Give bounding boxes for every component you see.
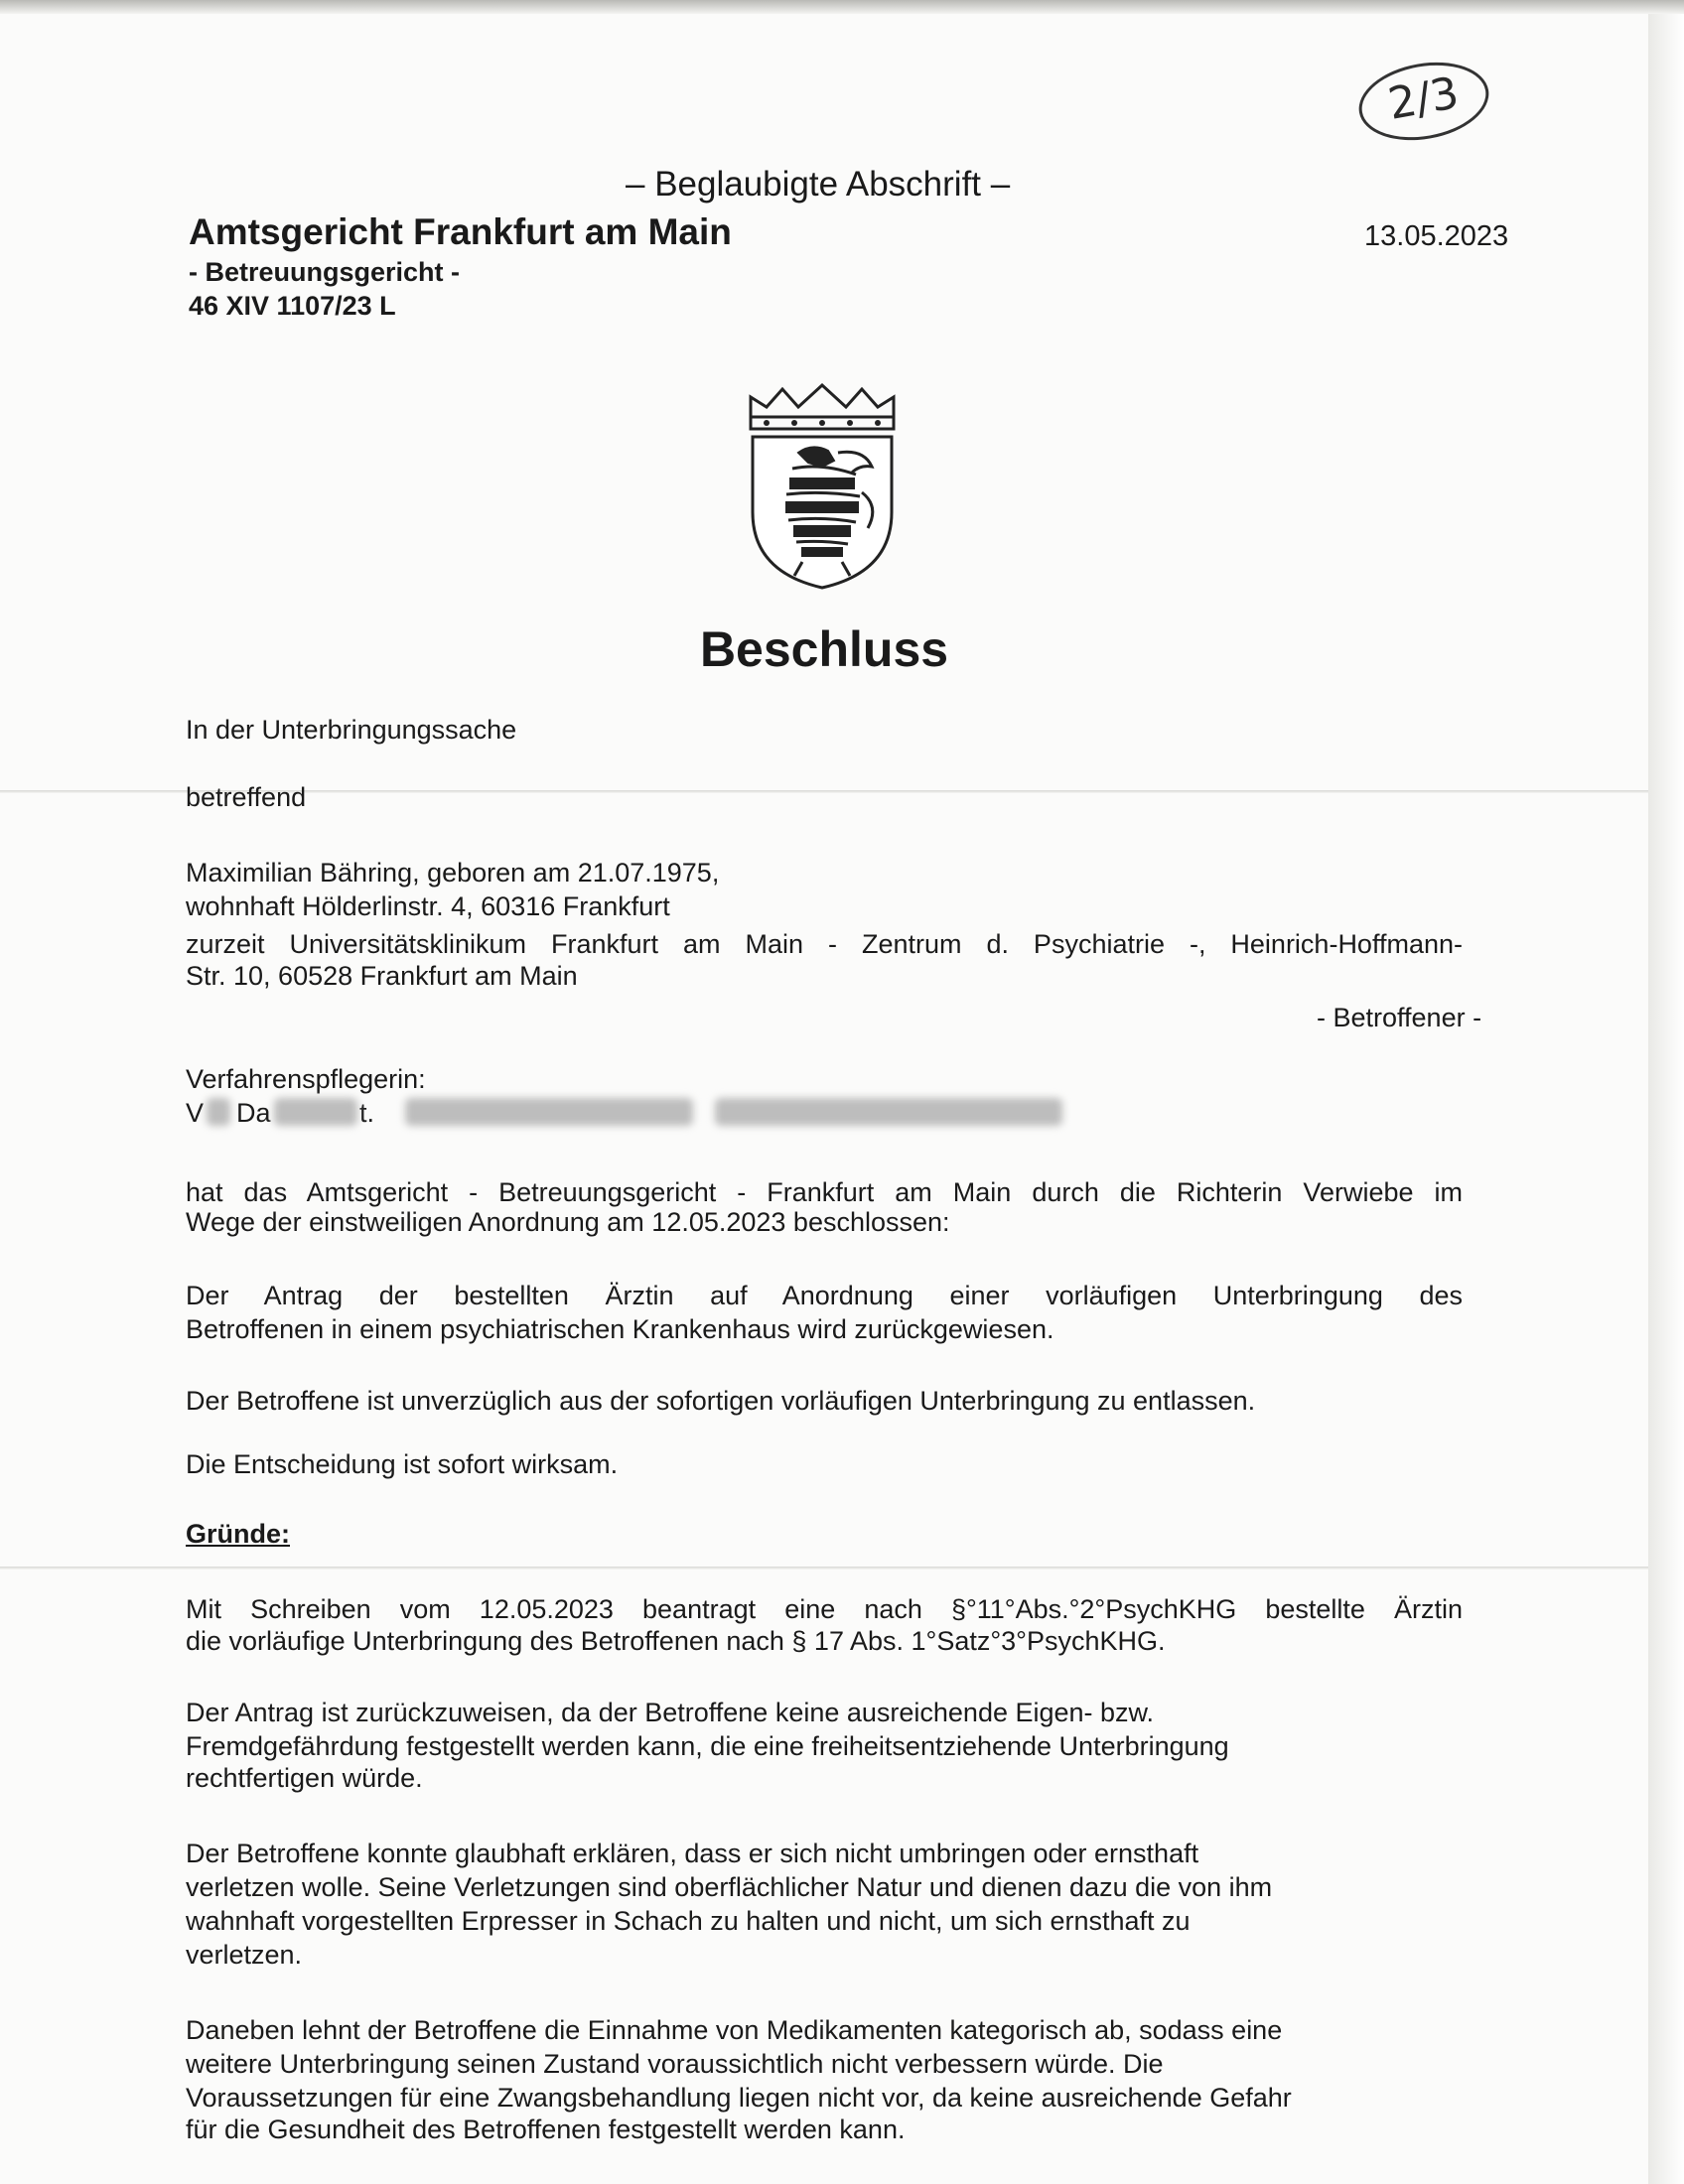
reasons-paragraph-line: die vorläufige Unterbringung des Betroffenen nach § 17 Abs. 1°Satz°3°PsychKHG. <box>186 1626 1166 1656</box>
certified-copy-label: – Beglaubigte Abschrift – <box>626 165 1011 204</box>
redaction-blur <box>274 1098 357 1126</box>
guardian-fragment: t. <box>359 1098 375 1128</box>
hesse-coat-of-arms-icon <box>743 383 902 592</box>
reasons-paragraph-line: Der Antrag ist zurückzuweisen, da der Betroffene keine ausreichende Eigen- bzw. <box>186 1698 1155 1727</box>
page-number-stamp: 2/3 <box>1352 53 1494 150</box>
ruling-paragraph-line: Der Antrag der bestellten Ärztin auf Anordnung einer vorläufigen Unterbringung des <box>186 1281 1463 1310</box>
guardian-fragment: Da <box>236 1098 271 1128</box>
reasons-paragraph-line: weitere Unterbringung seinen Zustand voraussichtlich nicht verbessern würde. Die <box>186 2049 1164 2079</box>
reasons-paragraph-line: Fremdgefährdung festgestellt werden kann, die eine freiheitsentziehende Unterbringung <box>186 1731 1229 1761</box>
reasons-paragraph-line: rechtfertigen würde. <box>186 1763 423 1793</box>
reasons-paragraph-line: Voraussetzungen für eine Zwangsbehandlung liegen nicht vor, da keine ausreichende Gefahr <box>186 2083 1292 2113</box>
reasons-paragraph-line: für die Gesundheit des Betroffenen festgestellt werden kann. <box>186 2115 906 2144</box>
document-date: 13.05.2023 <box>1364 220 1509 252</box>
reasons-paragraph-line: Der Betroffene konnte glaubhaft erklären, dass er sich nicht umbringen oder ernsthaft <box>186 1839 1199 1868</box>
concerning-line: betreffend <box>186 782 307 812</box>
scan-edge-right <box>1648 0 1684 2184</box>
decision-intro-line: Wege der einstweiligen Anordnung am 12.05.2023 beschlossen: <box>186 1207 950 1237</box>
reasons-paragraph-line: Daneben lehnt der Betroffene die Einnahme von Medikamenten kategorisch ab, sodass eine <box>186 2015 1283 2045</box>
redaction-blur <box>207 1098 230 1126</box>
ruling-paragraph-line: Betroffenen in einem psychiatrischen Krankenhaus wird zurückgewiesen. <box>186 1314 1054 1344</box>
scan-edge-top <box>0 0 1684 14</box>
document-title: Beschluss <box>699 621 949 677</box>
reasons-paragraph-line: wahnhaft vorgestellten Erpresser in Schach zu halten und nicht, um sich ernsthaft zu <box>186 1906 1191 1936</box>
ruling-paragraph: Der Betroffene ist unverzüglich aus der sofortigen vorläufigen Unterbringung zu entlassen. <box>186 1386 1256 1416</box>
guardian-fragment: V <box>186 1098 205 1128</box>
reasons-paragraph-line: Mit Schreiben vom 12.05.2023 beantragt eine nach §°11°Abs.°2°PsychKHG bestellte Ärztin <box>186 1594 1463 1624</box>
person-location-line: Str. 10, 60528 Frankfurt am Main <box>186 961 578 991</box>
court-name: Amtsgericht Frankfurt am Main <box>189 211 732 252</box>
guardian-label: Verfahrenspflegerin: <box>186 1064 426 1094</box>
reasons-heading: Gründe: <box>186 1519 290 1549</box>
court-department: - Betreuungsgericht - <box>189 257 461 287</box>
redaction-blur <box>405 1098 693 1126</box>
paper-fold-line <box>0 1567 1648 1570</box>
person-line: Maximilian Bähring, geboren am 21.07.1975, <box>186 858 720 887</box>
redaction-blur <box>715 1098 1062 1126</box>
role-label: - Betroffener - <box>1317 1003 1482 1032</box>
decision-intro-line: hat das Amtsgericht - Betreuungsgericht - Frankfurt am Main durch die Richterin Verwiebe im <box>186 1177 1463 1207</box>
person-address-line: wohnhaft Hölderlinstr. 4, 60316 Frankfurt <box>186 891 670 921</box>
person-location-line: zurzeit Universitätsklinikum Frankfurt am Main - Zentrum d. Psychiatrie -, Heinrich-Hoffmann- <box>186 929 1463 959</box>
reasons-paragraph-line: verletzen wolle. Seine Verletzungen sind oberflächlicher Natur und dienen dazu die von ihm <box>186 1872 1273 1902</box>
ruling-paragraph: Die Entscheidung ist sofort wirksam. <box>186 1449 619 1479</box>
file-number: 46 XIV 1107/23 L <box>189 291 396 321</box>
matter-line: In der Unterbringungssache <box>186 715 517 745</box>
reasons-paragraph-line: verletzen. <box>186 1940 303 1970</box>
